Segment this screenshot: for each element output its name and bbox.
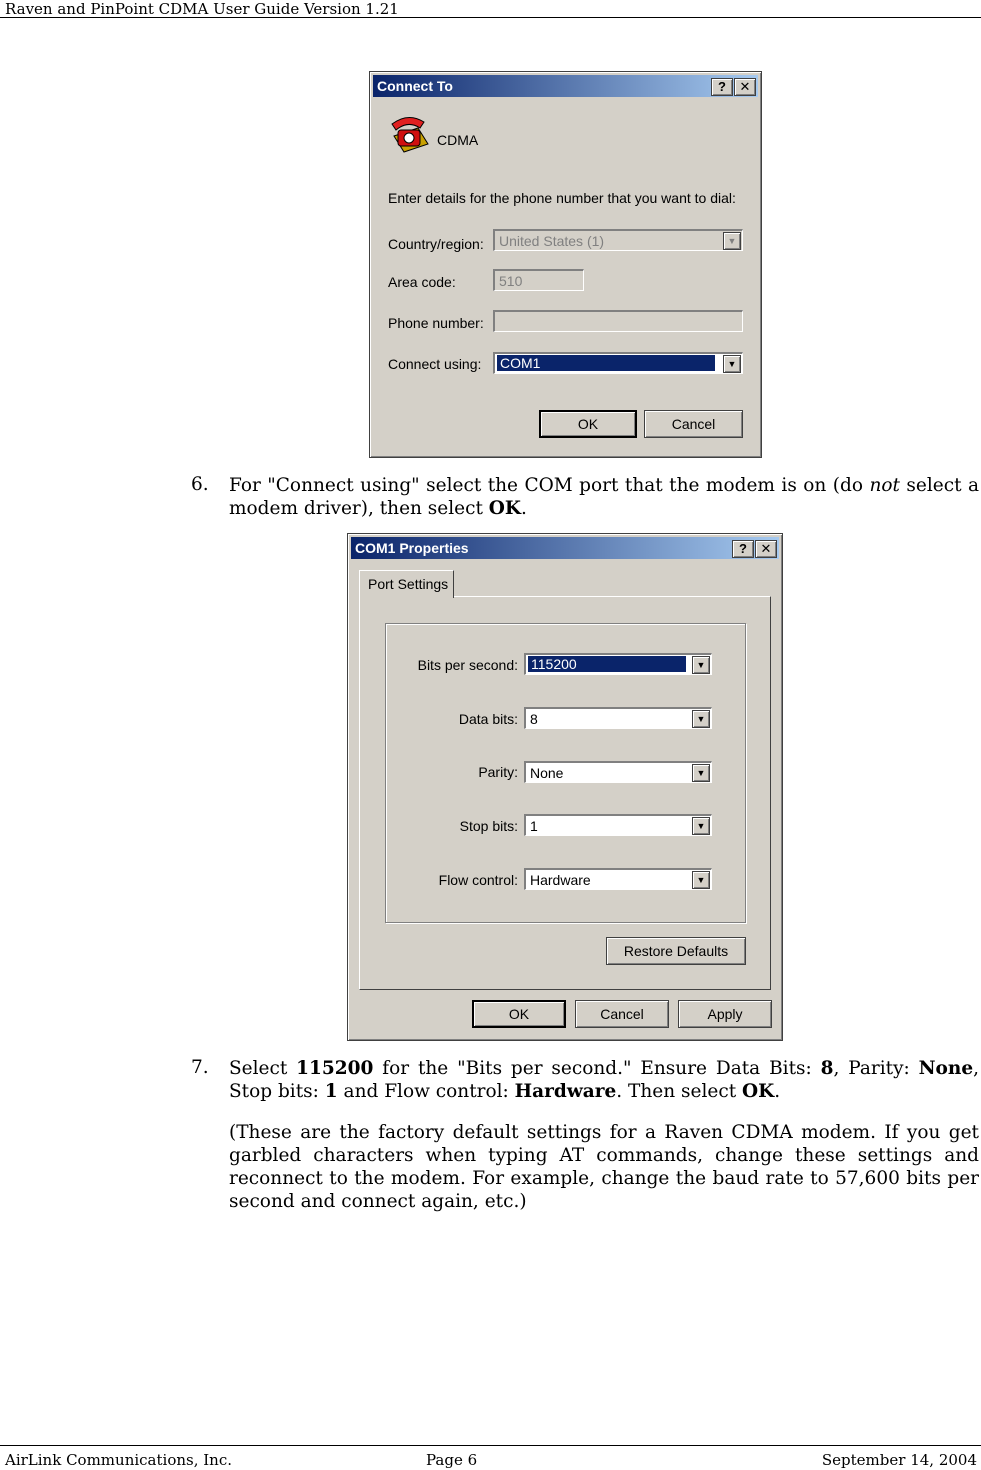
ok-button[interactable]: OK xyxy=(472,1000,566,1028)
flow-control-value: Hardware xyxy=(530,872,591,888)
chevron-down-icon[interactable]: ▼ xyxy=(692,817,710,835)
tab-port-settings[interactable] xyxy=(359,570,454,598)
step-7-number: 7. xyxy=(191,1057,209,1078)
step-7-part: . xyxy=(774,1081,781,1102)
restore-defaults-button[interactable]: Restore Defaults xyxy=(606,937,746,965)
step-6-text xyxy=(229,474,979,520)
flow-control-select[interactable] xyxy=(524,868,712,890)
stop-bits-label: Stop bits: xyxy=(459,818,518,834)
step-7-part: , Stop bits: xyxy=(229,1058,979,1102)
bits-per-second-select[interactable] xyxy=(524,653,712,675)
connection-name: CDMA xyxy=(437,132,479,148)
dialog-title: COM1 Properties xyxy=(355,540,469,556)
data-bits-select[interactable] xyxy=(524,707,712,729)
area-code-field[interactable] xyxy=(493,269,584,291)
chevron-down-icon[interactable]: ▼ xyxy=(692,710,710,728)
country-value: United States (1) xyxy=(499,233,605,249)
step-7-note: (These are the factory default settings for a Raven CDMA modem. If you get garbled characters when typing AT commands, change these settings and reconnect to the modem. For example, change the baud rate to 57,600 bits per second and connect again, etc.) xyxy=(229,1122,979,1212)
step-6-part: select a modem driver), then select xyxy=(229,475,979,519)
step-7-part: for the "Bits per second." Ensure Data Bits: xyxy=(373,1058,821,1079)
connect-using-label: Connect using: xyxy=(388,356,482,372)
step-6-part: . xyxy=(521,498,527,519)
footer-page: Page 6 xyxy=(426,1451,478,1469)
data-bits-label: Data bits: xyxy=(458,711,518,727)
phone-icon xyxy=(388,114,432,154)
parity-value: None xyxy=(530,765,564,781)
country-select[interactable] xyxy=(493,229,743,251)
chevron-down-icon[interactable]: ▼ xyxy=(723,355,741,373)
step-7-text xyxy=(229,1057,979,1103)
parity-label: Parity: xyxy=(478,764,518,780)
close-button[interactable]: ✕ xyxy=(755,540,777,558)
flow-control-label: Flow control: xyxy=(438,872,518,888)
step-7-part: and Flow control: xyxy=(337,1081,515,1102)
header-rule xyxy=(0,17,981,18)
area-code-value: 510 xyxy=(499,273,523,289)
connect-using-value: COM1 xyxy=(497,355,715,371)
step-7-bold: 1 xyxy=(324,1081,338,1102)
step-6-emphasis: not xyxy=(869,475,900,496)
step-6-part: For "Connect using" select the COM port that the modem is on (do xyxy=(229,475,870,496)
step-7-bold: 115200 xyxy=(296,1058,374,1079)
step-7-part: , Parity: xyxy=(833,1058,919,1079)
footer-company: AirLink Communications, Inc. xyxy=(5,1451,232,1469)
cancel-button[interactable]: Cancel xyxy=(575,1000,669,1028)
chevron-down-icon[interactable]: ▼ xyxy=(692,656,710,674)
step-7-bold: OK xyxy=(742,1081,775,1102)
chevron-down-icon[interactable]: ▼ xyxy=(692,871,710,889)
area-code-label: Area code: xyxy=(388,274,456,290)
footer-rule xyxy=(0,1445,981,1446)
close-button[interactable]: ✕ xyxy=(734,78,756,96)
apply-button[interactable]: Apply xyxy=(678,1000,772,1028)
page-header: Raven and PinPoint CDMA User Guide Version 1.21 xyxy=(5,0,399,18)
chevron-down-icon[interactable]: ▼ xyxy=(723,232,741,250)
phone-number-label: Phone number: xyxy=(388,315,484,331)
tab-label: Port Settings xyxy=(368,576,449,592)
help-button[interactable]: ? xyxy=(732,540,754,558)
data-bits-value: 8 xyxy=(530,711,538,727)
dialog-title: Connect To xyxy=(377,78,453,94)
parity-select[interactable] xyxy=(524,761,712,783)
dialog-titlebar xyxy=(373,75,758,97)
step-7-part: Select xyxy=(229,1058,297,1079)
step-7-bold: Hardware xyxy=(514,1081,617,1102)
stop-bits-select[interactable] xyxy=(524,814,712,836)
footer-date: September 14, 2004 xyxy=(821,1451,977,1469)
cancel-button[interactable]: Cancel xyxy=(644,410,743,438)
step-7-part: . Then select xyxy=(616,1081,743,1102)
bits-per-second-label: Bits per second: xyxy=(417,657,518,673)
stop-bits-value: 1 xyxy=(530,818,538,834)
chevron-down-icon[interactable]: ▼ xyxy=(692,764,710,782)
phone-number-field[interactable] xyxy=(493,310,743,332)
bits-per-second-value: 115200 xyxy=(528,656,686,672)
help-button[interactable]: ? xyxy=(711,78,733,96)
dialog-titlebar xyxy=(351,537,779,559)
connect-using-select[interactable] xyxy=(493,352,743,374)
ok-button[interactable]: OK xyxy=(539,410,637,438)
step-6-number: 6. xyxy=(191,474,209,495)
step-7-bold: None xyxy=(918,1058,974,1079)
instructions-text: Enter details for the phone number that you want to dial: xyxy=(388,190,736,206)
step-7-bold: 8 xyxy=(820,1058,834,1079)
connect-to-dialog xyxy=(369,71,762,458)
country-label: Country/region: xyxy=(388,236,484,252)
step-6-ok: OK xyxy=(488,498,521,519)
com1-properties-dialog xyxy=(347,533,783,1041)
